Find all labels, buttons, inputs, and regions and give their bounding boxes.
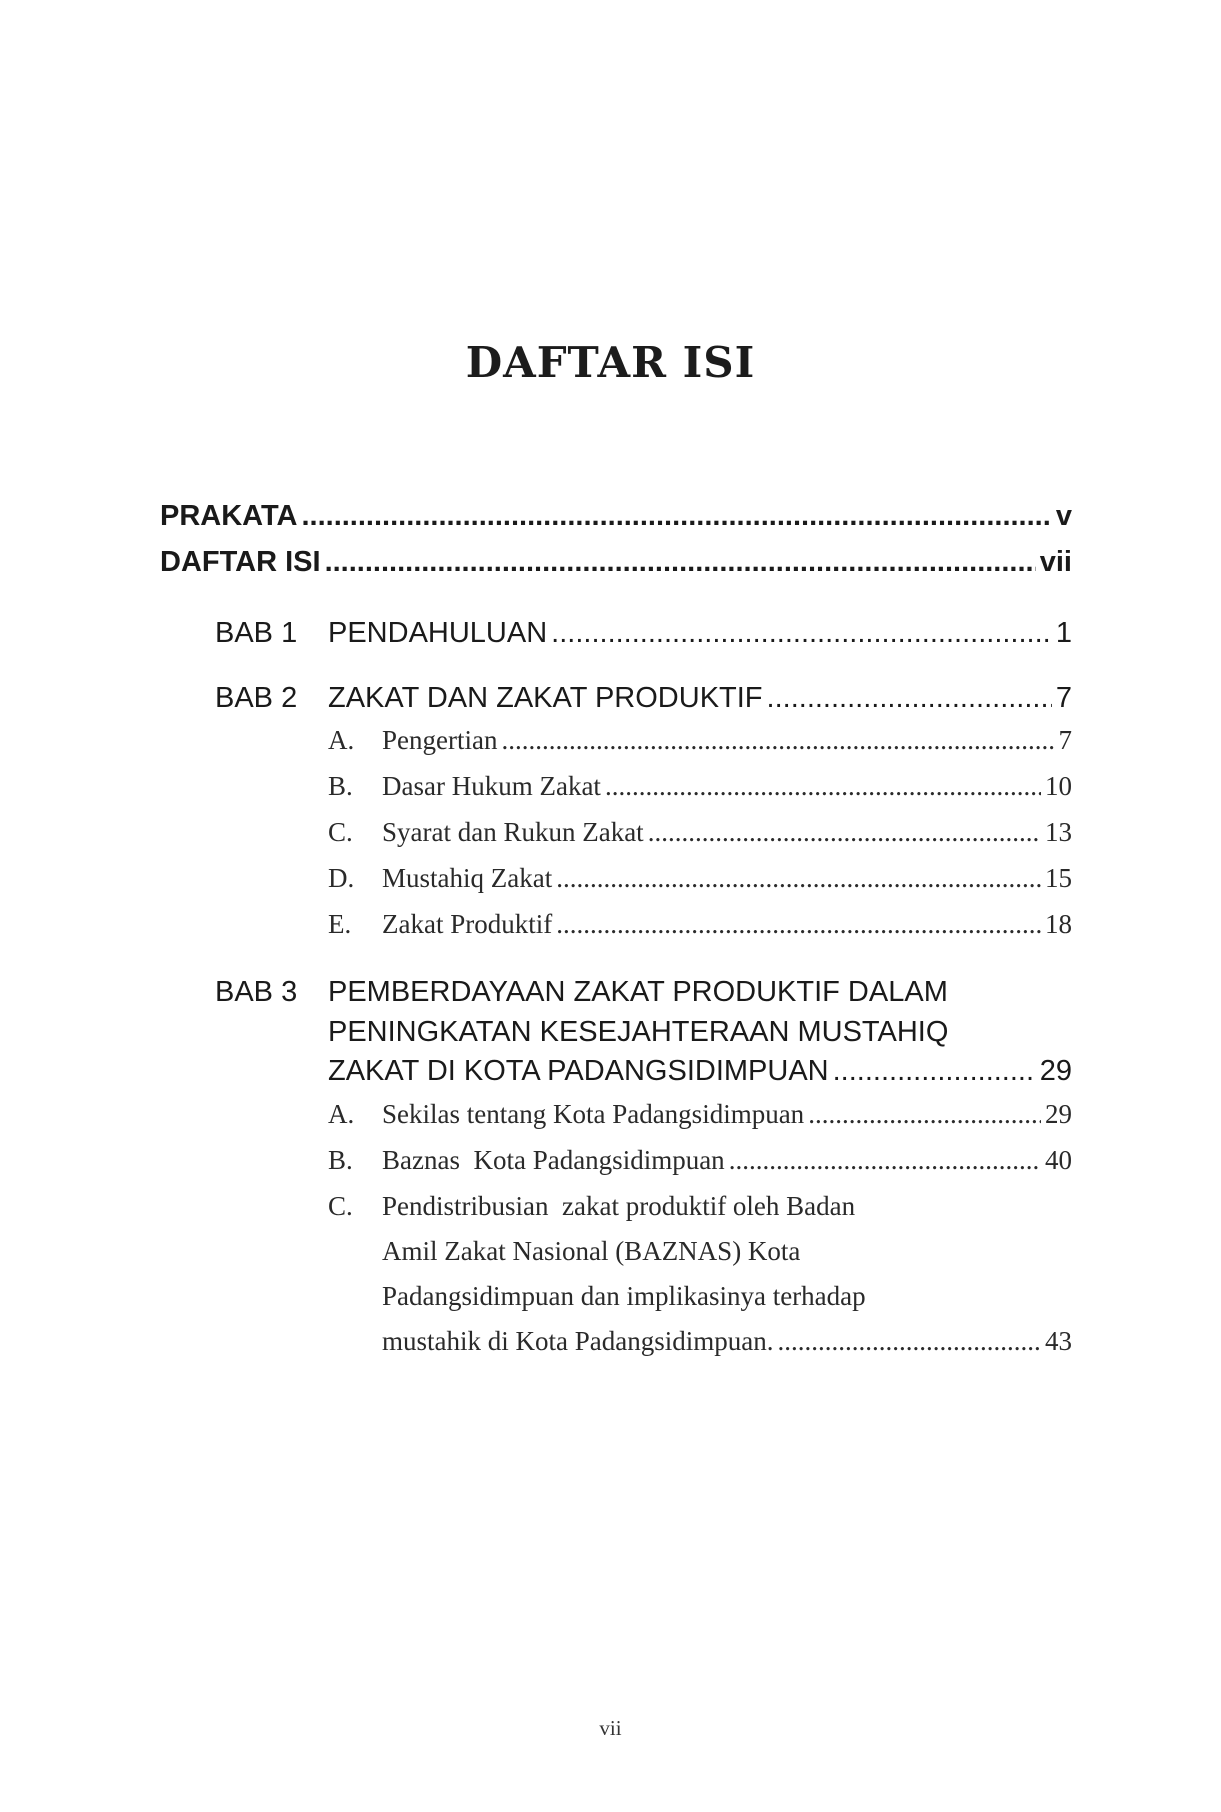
chapter-number: BAB 2 xyxy=(215,682,298,714)
chapter-title: ZAKAT DAN ZAKAT PRODUKTIF xyxy=(328,682,763,714)
section-page: 15 xyxy=(1045,863,1072,893)
section-letter: B. xyxy=(328,771,353,801)
dot-leader xyxy=(325,546,1036,579)
chapter-title-line: PEMBERDAYAAN ZAKAT PRODUKTIF DALAM xyxy=(328,976,948,1008)
section-title: Sekilas tentang Kota Padangsidimpuan xyxy=(382,1099,805,1129)
section-letter: A. xyxy=(328,1099,355,1129)
dot-leader xyxy=(605,771,1041,802)
toc-entry-daftar-isi[interactable] xyxy=(160,546,1072,579)
section-letter: C. xyxy=(328,1191,353,1221)
dot-leader xyxy=(551,617,1052,650)
section-title: Zakat Produktif xyxy=(382,909,553,939)
toc-chapter-1[interactable] xyxy=(328,617,1072,650)
toc-section[interactable] xyxy=(382,1099,1072,1130)
section-title: Pengertian xyxy=(382,725,498,755)
dot-leader xyxy=(767,682,1052,715)
toc-section[interactable] xyxy=(382,909,1072,940)
section-letter: C. xyxy=(328,817,353,847)
section-page: 40 xyxy=(1045,1145,1072,1175)
dot-leader xyxy=(729,1145,1041,1176)
section-letter: A. xyxy=(328,725,355,755)
toc-section[interactable] xyxy=(382,1145,1072,1176)
section-page: 13 xyxy=(1045,817,1072,847)
chapter-number: BAB 1 xyxy=(215,617,298,649)
toc-entry-page: vii xyxy=(1039,546,1072,578)
chapter-page: 7 xyxy=(1055,682,1072,714)
section-title-line: mustahik di Kota Padangsidimpuan. xyxy=(382,1326,774,1356)
toc-section[interactable] xyxy=(382,725,1072,756)
section-letter: D. xyxy=(328,863,355,893)
section-page: 43 xyxy=(1045,1326,1072,1356)
toc-section[interactable] xyxy=(382,817,1072,848)
section-title: Syarat dan Rukun Zakat xyxy=(382,817,644,847)
section-letter: B. xyxy=(328,1145,353,1175)
toc-section[interactable] xyxy=(382,863,1072,894)
section-page: 29 xyxy=(1045,1099,1072,1129)
section-title: Baznas Kota Padangsidimpuan xyxy=(382,1145,725,1175)
section-page: 18 xyxy=(1045,909,1072,939)
chapter-title-line: ZAKAT DI KOTA PADANGSIDIMPUAN xyxy=(328,1055,829,1087)
dot-leader xyxy=(808,1099,1041,1130)
toc-entry-prakata[interactable] xyxy=(160,500,1072,533)
section-letter: E. xyxy=(328,909,352,939)
toc-chapter-2[interactable] xyxy=(328,682,1072,715)
chapter-page: 1 xyxy=(1055,617,1072,649)
toc-entry-page: v xyxy=(1055,500,1072,532)
section-title-line: Pendistribusian zakat produktif oleh Badan xyxy=(382,1191,856,1221)
toc-entry-title: DAFTAR ISI xyxy=(160,546,321,578)
dot-leader xyxy=(833,1055,1036,1088)
section-title: Mustahiq Zakat xyxy=(382,863,553,893)
toc-chapter-3[interactable] xyxy=(328,1055,1072,1088)
toc-entry-title: PRAKATA xyxy=(160,500,298,532)
page-number: vii xyxy=(599,1716,622,1740)
dot-leader xyxy=(501,725,1054,756)
dot-leader xyxy=(556,863,1041,894)
chapter-page: 29 xyxy=(1039,1055,1072,1087)
chapter-number: BAB 3 xyxy=(215,976,298,1008)
dot-leader xyxy=(556,909,1041,940)
section-title: Dasar Hukum Zakat xyxy=(382,771,601,801)
dot-leader xyxy=(648,817,1041,848)
dot-leader xyxy=(301,500,1051,533)
toc-section[interactable] xyxy=(382,771,1072,802)
section-title-line: Amil Zakat Nasional (BAZNAS) Kota xyxy=(382,1236,801,1266)
page-title: DAFTAR ISI xyxy=(465,338,756,387)
section-page: 10 xyxy=(1045,771,1072,801)
dot-leader xyxy=(777,1326,1041,1357)
section-title-line: Padangsidimpuan dan implikasinya terhadap xyxy=(382,1281,866,1311)
chapter-title-line: PENINGKATAN KESEJAHTERAAN MUSTAHIQ xyxy=(328,1016,949,1048)
toc-section[interactable] xyxy=(382,1326,1072,1357)
section-page: 7 xyxy=(1058,725,1072,755)
chapter-title: PENDAHULUAN xyxy=(328,617,548,649)
